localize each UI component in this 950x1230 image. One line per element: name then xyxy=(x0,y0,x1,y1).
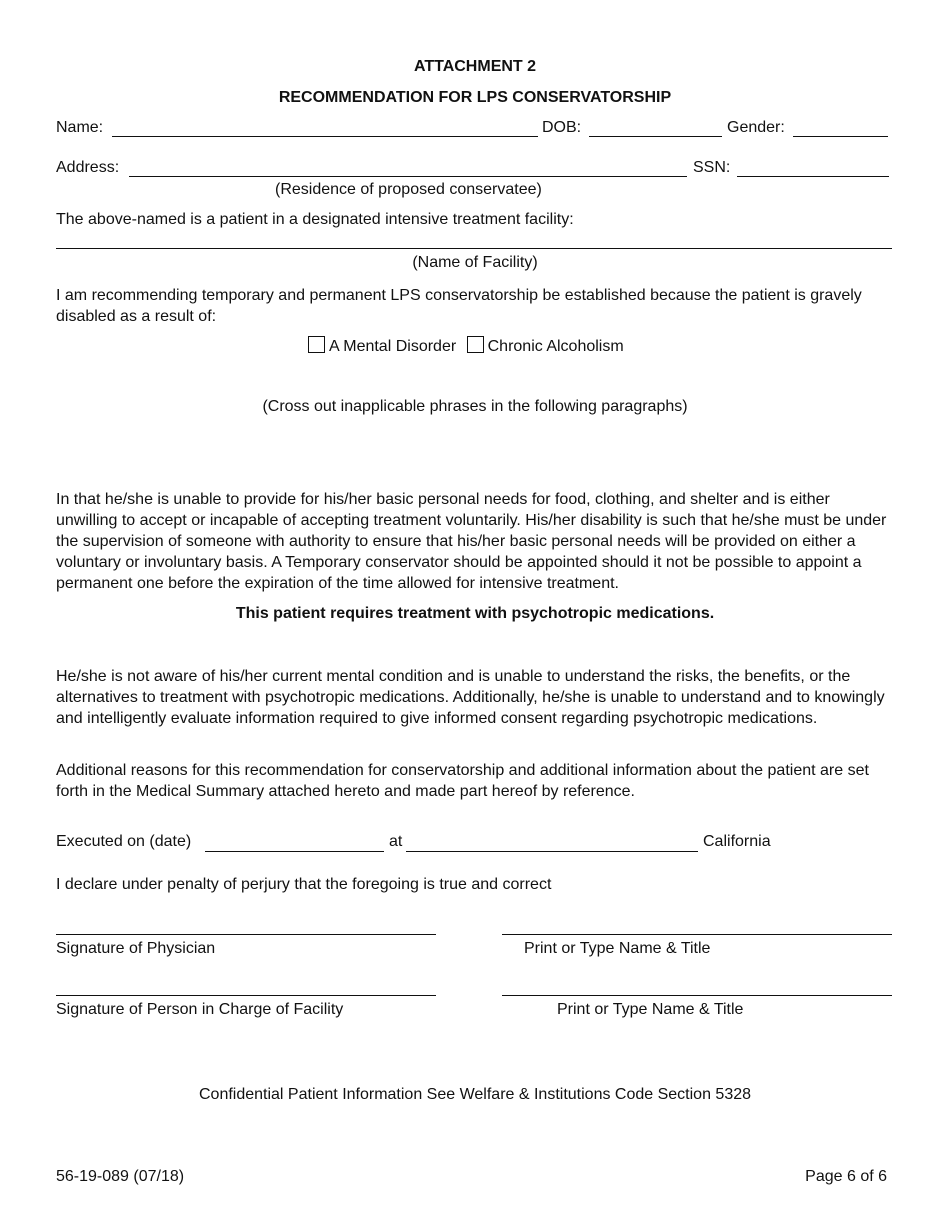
physician-signature-caption: Signature of Physician xyxy=(56,940,216,957)
ssn-field[interactable] xyxy=(737,176,889,177)
mental-disorder-checkbox[interactable] xyxy=(308,336,325,353)
address-field[interactable] xyxy=(129,176,687,177)
facility-person-signature-caption: Signature of Person in Charge of Facility xyxy=(56,1001,344,1018)
name-field[interactable] xyxy=(112,136,538,137)
facility-caption: (Name of Facility) xyxy=(412,254,538,271)
recommendation-text: I am recommending temporary and permanent LPS conservatorship be established because the patient is gravely disabled as a result of: xyxy=(56,287,862,325)
gender-label: Gender: xyxy=(727,119,785,136)
attachment-label: ATTACHMENT 2 xyxy=(413,58,537,75)
executed-location-field[interactable] xyxy=(406,851,698,852)
needs-paragraph: In that he/she is unable to provide for his/her basic personal needs for food, clothing, and shelter and is either unwilling to accept or incapable of accepting treatment voluntarily. His/her disability is such that he/she must be under the supervision of someone with authority to ensure that his/her basic personal needs will be provided on either a voluntary or involuntary basis. A Temporary conservator should be appointed should it not be possible to appoint a permanent one before the expiration of the time allowed for intensive treatment. xyxy=(56,491,887,592)
ssn-label: SSN: xyxy=(693,159,731,176)
mental-disorder-label: A Mental Disorder xyxy=(329,338,457,355)
facility-person-signature-line[interactable] xyxy=(56,995,436,996)
additional-reasons-paragraph: Additional reasons for this recommendation for conservatorship and additional information about the patient are set forth in the Medical Summary attached hereto and made part hereof by reference. xyxy=(56,762,869,800)
dob-field[interactable] xyxy=(589,136,722,137)
facility-name-field[interactable] xyxy=(56,248,892,249)
physician-name-line[interactable] xyxy=(502,934,892,935)
cross-out-instructions: (Cross out inapplicable phrases in the following paragraphs) xyxy=(262,398,688,415)
state-label: California xyxy=(703,833,771,850)
form-title: RECOMMENDATION FOR LPS CONSERVATORSHIP xyxy=(278,89,672,106)
physician-name-caption: Print or Type Name & Title xyxy=(524,940,711,957)
address-label: Address: xyxy=(56,159,120,176)
facility-person-name-line[interactable] xyxy=(502,995,892,996)
form-number: 56-19-089 (07/18) xyxy=(56,1168,185,1185)
executed-on-label: Executed on (date) xyxy=(56,833,192,850)
facility-person-name-caption: Print or Type Name & Title xyxy=(557,1001,744,1018)
residence-caption: (Residence of proposed conservatee) xyxy=(275,181,542,198)
facility-intro: The above-named is a patient in a designated intensive treatment facility: xyxy=(56,211,574,228)
gender-field[interactable] xyxy=(793,136,888,137)
page-number: Page 6 of 6 xyxy=(805,1168,887,1185)
chronic-alcoholism-checkbox[interactable] xyxy=(467,336,484,353)
at-label: at xyxy=(389,833,403,850)
psychotropic-heading: This patient requires treatment with psychotropic medications. xyxy=(235,605,715,622)
awareness-paragraph: He/she is not aware of his/her current mental condition and is unable to understand the risks, the benefits, or the alternatives to treatment with psychotropic medications. Additionally, he/she is unable to understand and to knowingly and intelligently evaluate information required to give informed consent regarding psychotropic medications. xyxy=(56,668,885,727)
dob-label: DOB: xyxy=(542,119,582,136)
condition-options xyxy=(308,336,624,356)
confidentiality-notice: Confidential Patient Information See Welfare & Institutions Code Section 5328 xyxy=(198,1086,752,1103)
physician-signature-line[interactable] xyxy=(56,934,436,935)
name-label: Name: xyxy=(56,119,104,136)
executed-date-field[interactable] xyxy=(205,851,384,852)
chronic-alcoholism-label: Chronic Alcoholism xyxy=(487,338,624,355)
perjury-declaration: I declare under penalty of perjury that the foregoing is true and correct xyxy=(56,876,552,893)
